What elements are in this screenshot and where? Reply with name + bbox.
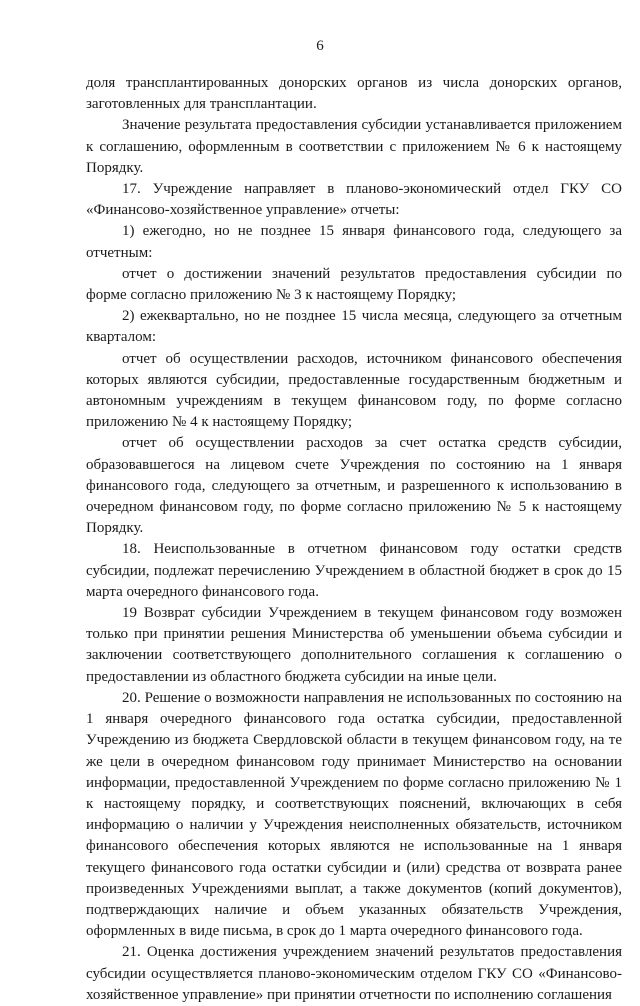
paragraph: доля трансплантированных донорских органов из числа донорских органов, заготовленных для трансплантации. [86,75,622,113]
paragraph: отчет об осуществлении расходов за счет остатка средств субсидии, образовавшегося на лицевом счете Учреждения по состоянию на 1 января финансового года, следующего за отчетным, и разрешенного к использованию в очередном финансовом году, по форме согласно приложению № 5 к настоящему Порядку. [86,435,622,537]
paragraph: 20. Решение о возможности направления не использованных по состоянию на 1 января очередного финансового года остатка субсидии, предоставленной Учреждению из бюджета Свердловской области в текущем финансовом году, на те же цели в очередном финансовом году принимает Министерство на основании информации, предоставленной Учреждением по форме согласно приложению № 1 к настоящему порядку, и соответствующих пояснений, включающих в себя информацию о наличии у Учреждения неисполненных обязательств, источником финансового обеспечения которых являются не использованные на 1 января текущего финансового года остатки субсидии и (или) средства от возврата ранее произведенных Учреждениями выплат, а также документов (копий документов), подтверждающих наличие и объем указанных обязательств Учреждения, оформленных в виде письма, в срок до 1 марта очередного финансового года. [86,689,622,940]
paragraph: Значение результата предоставления субсидии устанавливается приложением к соглашению, оформленным в соответствии с приложением № 6 к настоящему Порядку. [86,117,622,176]
paragraph: 2) ежеквартально, но не позднее 15 числа месяца, следующего за отчетным кварталом: [86,308,622,346]
paragraph: 17. Учреждение направляет в планово-экономический отдел ГКУ СО «Финансово-хозяйственное управление» отчеты: [86,181,622,219]
document-body [86,73,622,1006]
paragraph: отчет об осуществлении расходов, источником финансового обеспечения которых являются субсидии, предоставленные государственным бюджетным и автономным учреждениям в текущем финансовом году, по форме согласно приложению № 4 к настоящему Порядку; [86,350,622,431]
page-number: 6 [316,38,324,54]
paragraph: 19 Возврат субсидии Учреждением в текущем финансовом году возможен только при принятии решения Министерства об уменьшении объема субсидии и заключении соответствующего дополнительного соглашения к соглашению о предоставлении из областного бюджета субсидии на иные цели. [86,605,622,685]
paragraph: 21. Оценка достижения учреждением значений результатов предоставления субсидии осуществляется планово-экономическим отделом ГКУ СО «Финансово-хозяйственное управление» при принятии отчетности по исполнению соглашения [86,944,622,1003]
paragraph: 18. Неиспользованные в отчетном финансовом году остатки средств субсидии, подлежат перечислению Учреждением в областной бюджет в срок до 15 марта очередного финансового года. [86,541,622,600]
paragraph: отчет о достижении значений результатов предоставления субсидии по форме согласно приложению № 3 к настоящему Порядку; [86,265,622,304]
paragraph: 1) ежегодно, но не позднее 15 января финансового года, следующего за отчетным: [86,223,622,261]
